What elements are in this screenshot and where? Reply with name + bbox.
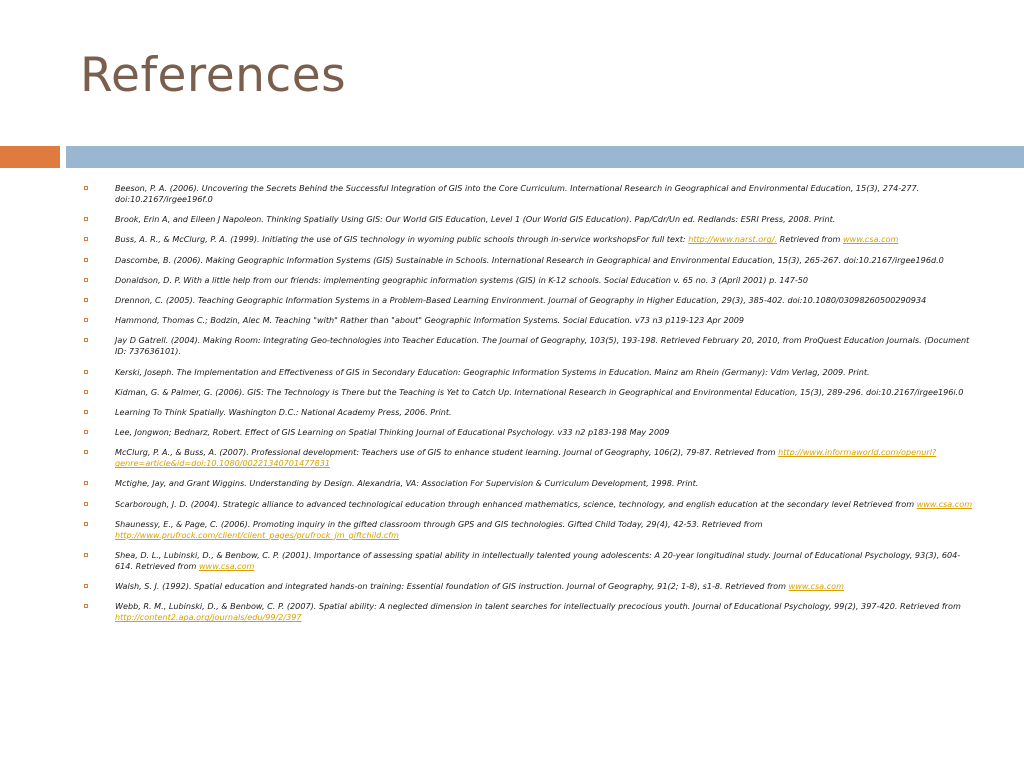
reference-text: Shea, D. L., Lubinski, D., & Benbow, C. P. (2001). Importance of assessing spatial ability in intellectually talented young adolescents: A 20-year longitudinal study. Journal of Educational Psychology, 93(3), 604-614. Retrieved from bbox=[115, 550, 961, 571]
reference-text: Scarborough, J. D. (2004). Strategic alliance to advanced technological education through enhanced mathematics, science, technology, and english education at the secondary level Retrieved from bbox=[115, 498, 917, 509]
square-bullet-icon bbox=[84, 553, 88, 557]
reference-text: Dascombe, B. (2006). Making Geographic Information Systems (GIS) Sustainable in Schools. International Research in Geographical and Environmental Education, 15(3), 265-267. doi:10.2167/irgee196d.0 bbox=[115, 254, 944, 265]
reference-text: Kidman, G. & Palmer, G. (2006). GIS: The Technology is There but the Teaching is Yet to Catch Up. International Research in Geographical and Environmental Education, 15(3), 289-296. doi:10.2167/irgee196i.0 bbox=[115, 386, 964, 397]
reference-item bbox=[84, 387, 974, 398]
reference-link[interactable]: www.csa.com bbox=[788, 581, 844, 592]
reference-text: Beeson, P. A. (2006). Uncovering the Secrets Behind the Successful Integration of GIS into the Core Curriculum. International Research in Geographical and Environmental Education, 15(3), 274-277. doi:10.2167/irgee196f.0 bbox=[115, 183, 920, 204]
reference-link[interactable]: http://www.informaworld.com/openurl?genre=article&id=doi:10.1080/00221340701477831 bbox=[115, 447, 937, 469]
reference-item bbox=[84, 447, 974, 469]
square-bullet-icon bbox=[84, 258, 88, 262]
reference-item bbox=[84, 183, 974, 205]
reference-item bbox=[84, 601, 974, 623]
square-bullet-icon bbox=[84, 217, 88, 221]
reference-item bbox=[84, 275, 974, 286]
reference-text-after: Retrieved from bbox=[777, 234, 843, 245]
reference-item bbox=[84, 581, 974, 592]
square-bullet-icon bbox=[84, 390, 88, 394]
reference-text: Jay D Gatrell. (2004). Making Room: Integrating Geo-technologies into Teacher Education. The Journal of Geography, 103(5), 193-198. Retrieved February 20, 2010, from ProQuest Education Journals. (Document ID: 737636101). bbox=[115, 335, 970, 357]
square-bullet-icon bbox=[84, 278, 88, 282]
reference-item bbox=[84, 367, 974, 378]
slide-title: References bbox=[80, 48, 347, 103]
reference-text: McClurg, P. A., & Buss, A. (2007). Professional development: Teachers use of GIS to enhance student learning. Journal of Geography, 106(2), 79-87. Retrieved from bbox=[115, 447, 779, 458]
square-bullet-icon bbox=[84, 338, 88, 342]
square-bullet-icon bbox=[84, 186, 88, 190]
reference-item bbox=[84, 315, 974, 326]
square-bullet-icon bbox=[84, 584, 88, 588]
reference-link[interactable]: www.csa.com bbox=[916, 498, 973, 509]
reference-link[interactable]: www.csa.com bbox=[199, 561, 255, 571]
reference-item bbox=[84, 519, 974, 541]
reference-text: Kerski, Joseph. The Implementation and Effectiveness of GIS in Secondary Education: Geographic Information Systems in Education. Mainz am Rhein (Germany): Vdm Verlag, 2009. Print. bbox=[115, 366, 870, 377]
reference-list bbox=[84, 183, 974, 633]
reference-text: Hammond, Thomas C.; Bodzin, Alec M. Teaching "with" Rather than "about" Geographic Information Systems. Social Education. v73 n3 p119-123 Apr 2009 bbox=[115, 315, 745, 326]
reference-text: Walsh, S. J. (1992). Spatial education and integrated hands-on training: Essential foundation of GIS instruction. Journal of Geography, 91(2; 1-8), s1-8. Retrieved from bbox=[115, 581, 789, 592]
square-bullet-icon bbox=[84, 502, 88, 506]
square-bullet-icon bbox=[84, 237, 88, 241]
reference-link[interactable]: http://www.prufrock.com/client/client_pages/prufrock_jm_giftchild.cfm bbox=[115, 529, 400, 540]
reference-link[interactable]: http://content2.apa.org/journals/edu/99/2/397 bbox=[115, 612, 302, 623]
square-bullet-icon bbox=[84, 318, 88, 322]
reference-text: Shaunessy, E., & Page, C. (2006). Promoting inquiry in the gifted classroom through GPS and GIS technologies. Gifted Child Today, 29(4), 42-53. Retrieved from bbox=[115, 518, 763, 529]
square-bullet-icon bbox=[84, 604, 88, 608]
square-bullet-icon bbox=[84, 370, 88, 374]
reference-item bbox=[84, 478, 974, 489]
reference-text: Mctighe, Jay, and Grant Wiggins. Understanding by Design. Alexandria, VA: Association For Supervision & Curriculum Development, 1998. Print. bbox=[115, 478, 699, 489]
square-bullet-icon bbox=[84, 410, 88, 414]
reference-item bbox=[84, 295, 974, 306]
square-bullet-icon bbox=[84, 522, 88, 526]
reference-text: Brook, Erin A, and Eileen J Napoleon. Thinking Spatially Using GIS: Our World GIS Education, Level 1 (Our World GIS Education). Pap/Cdr/Un ed. Redlands: ESRI Press, 2008. Print. bbox=[115, 214, 836, 225]
reference-item bbox=[84, 335, 974, 357]
reference-link[interactable]: www.csa.com bbox=[843, 234, 899, 245]
square-bullet-icon bbox=[84, 298, 88, 302]
reference-text: Buss, A. R., & McClurg, P. A. (1999). Initiating the use of GIS technology in wyoming public schools through in-service workshopsFor full text: bbox=[115, 234, 689, 245]
reference-item bbox=[84, 234, 974, 245]
reference-item bbox=[84, 214, 974, 225]
reference-link[interactable]: http://www.narst.org/. bbox=[688, 234, 778, 245]
reference-text: Donaldson, D. P. With a little help from our friends: implementing geographic information systems (GIS) in K-12 schools. Social Education v. 65 no. 3 (April 2001) p. 147-50 bbox=[115, 274, 809, 285]
reference-text: Lee, Jongwon; Bednarz, Robert. Effect of GIS Learning on Spatial Thinking Journal of Educational Psychology. v33 n2 p183-198 May 2009 bbox=[115, 427, 670, 438]
reference-item bbox=[84, 550, 974, 572]
reference-text: Drennon, C. (2005). Teaching Geographic Information Systems in a Problem-Based Learning Environment. Journal of Geography in Higher Education, 29(3), 385-402. doi:10.1080/03098260500290934 bbox=[115, 294, 927, 305]
reference-item bbox=[84, 407, 974, 418]
reference-item bbox=[84, 255, 974, 266]
accent-bar-blue bbox=[66, 146, 1024, 168]
accent-bar-orange bbox=[0, 146, 60, 168]
square-bullet-icon bbox=[84, 450, 88, 454]
reference-item bbox=[84, 427, 974, 438]
square-bullet-icon bbox=[84, 481, 88, 485]
square-bullet-icon bbox=[84, 430, 88, 434]
reference-item bbox=[84, 499, 974, 510]
reference-text: Webb, R. M., Lubinski, D., & Benbow, C. P. (2007). Spatial ability: A neglected dimension in talent searches for intellectually precocious youth. Journal of Educational Psychology, 99(2), 397-420. Retrieved from bbox=[115, 601, 961, 612]
reference-text: Learning To Think Spatially. Washington D.C.: National Academy Press, 2006. Print. bbox=[115, 406, 452, 417]
